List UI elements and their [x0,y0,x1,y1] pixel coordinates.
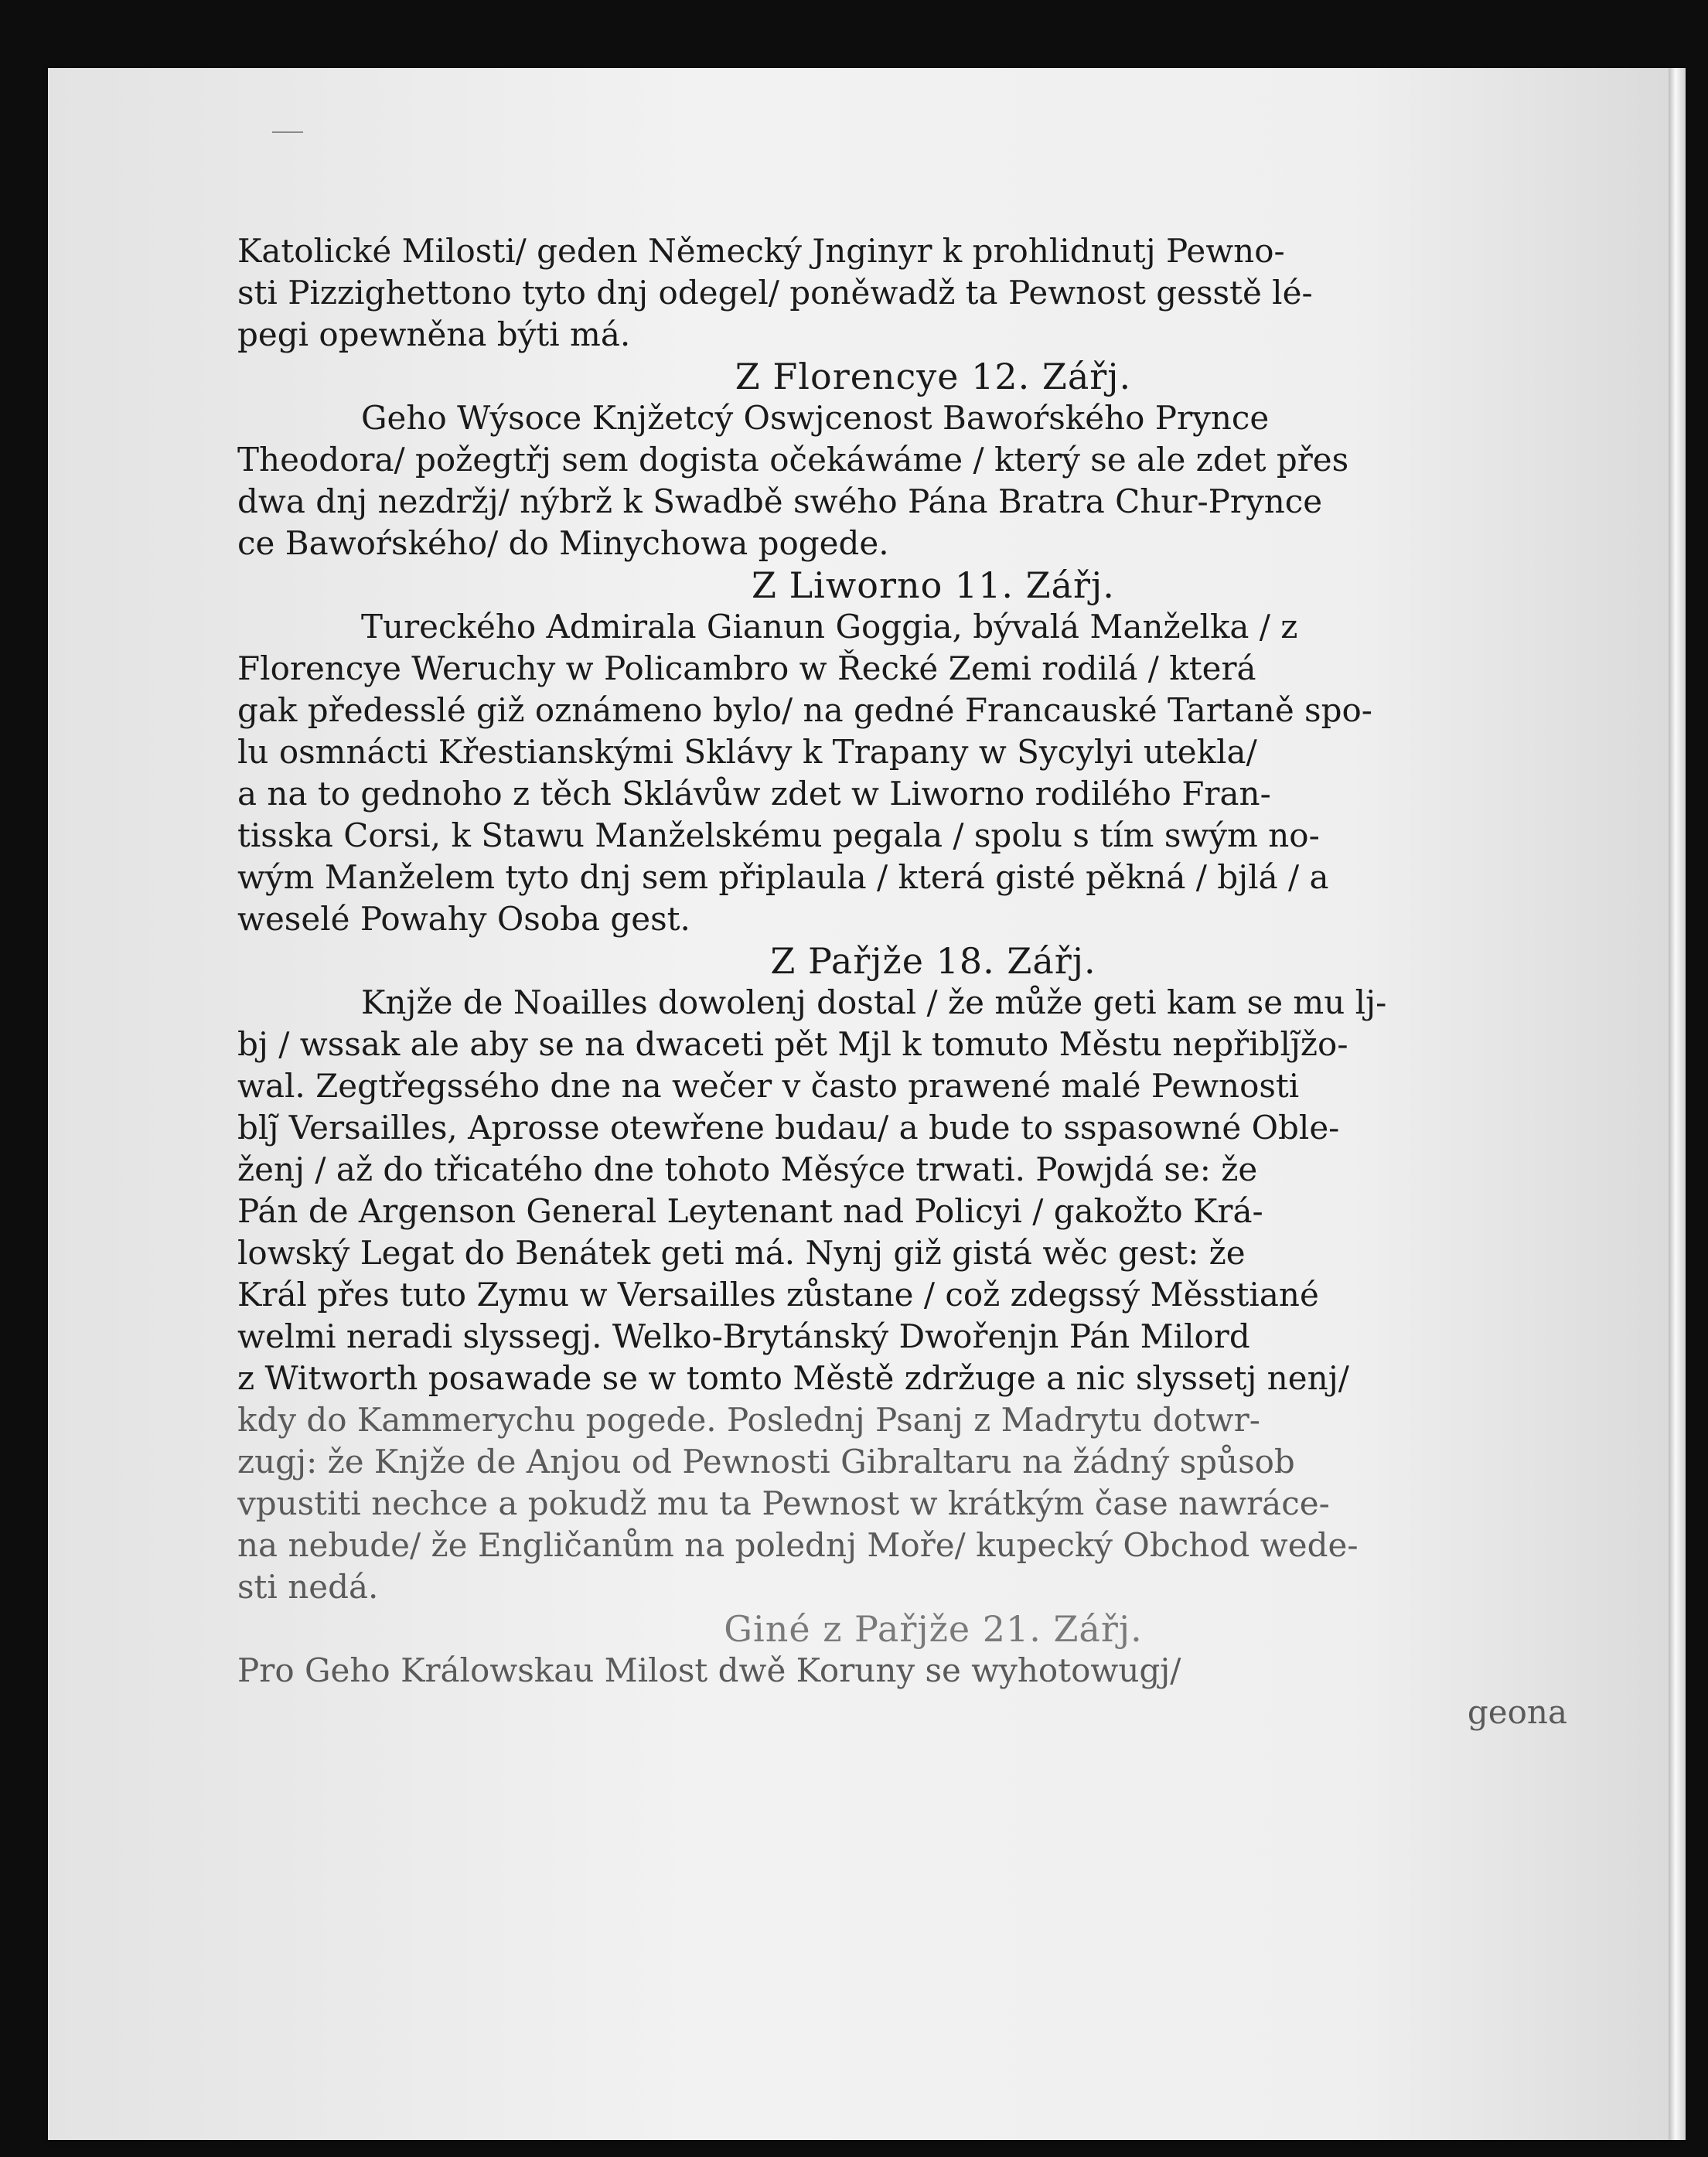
text-line: Král přes tuto Zymu w Versailles zůstane / což zdegssý Měsstiané [237,1276,1319,1314]
page-mark [272,131,303,133]
text-line: z Witworth posawade se w tomto Městě zdržuge a nic slyssetj nenj/ [237,1359,1349,1397]
text-line: Tureckého Admirala Gianun Goggia, bývalá Manželka / z [361,608,1298,646]
text-line: lu osmnácti Křestianskými Sklávy k Trapany w Sycylyi utekla/ [237,733,1257,771]
text-line: gak předesslé giž oznámeno bylo/ na gedné Francauské Tartaně spo- [237,691,1372,729]
text-line: bj / wssak ale aby se na dwaceti pět Mjl k tomuto Městu nepřiblj̃žo- [237,1025,1348,1063]
text-line: dwa dnj nezdržj/ nýbrž k Swadbě swého Pána Bratra Chur-Prynce [237,482,1323,520]
text-line: welmi neradi slyssegj. Welko-Brytánský Dwořenjn Pán Milord [237,1317,1250,1355]
text-line: vpustiti nechce a pokudž mu ta Pewnost w krátkým čase nawráce- [237,1484,1330,1522]
dateline-heading: Giné z Pařjže 21. Zářj. [724,1608,1143,1650]
text-line: Knjže de Noailles dowolenj dostal / že může geti kam se mu lj- [361,983,1387,1021]
text-line: tisska Corsi, k Stawu Manželskému pegala / spolu s tím swým no- [237,816,1320,854]
text-line: pegi opewněna býti má. [237,315,631,353]
text-line: sti nedá. [237,1568,379,1606]
dateline-heading: Z Pařjže 18. Zářj. [770,940,1096,982]
text-line: weselé Powahy Osoba gest. [237,900,690,938]
text-line: Katolické Milosti/ geden Německý Jnginyr k prohlidnutj Pewno- [237,232,1285,270]
text-line: ce Bawoŕského/ do Minychowa pogede. [237,524,889,562]
text-line: Pro Geho Králowskau Milost dwě Koruny se wyhotowugj/ [237,1651,1181,1689]
page-text [237,230,1567,1733]
text-line: a na to gednoho z těch Sklávůw zdet w Liworno rodilého Fran- [237,775,1271,813]
text-line: na nebude/ že Engličanům na polednj Moře/ kupecký Obchod wede- [237,1526,1359,1564]
book-page [48,68,1679,2140]
text-line: blj̃ Versailles, Aprosse otewřene budau/ a bude to sspasowné Oble- [237,1109,1340,1147]
text-line: lowský Legat do Benátek geti má. Nynj giž gistá wěc gest: že [237,1234,1246,1272]
text-line: wým Manželem tyto dnj sem připlaula / která gisté pěkná / bjlá / a [237,858,1329,896]
page-edge [1669,68,1686,2140]
text-line: Geho Wýsoce Knjžetcý Oswjcenost Bawoŕského Prynce [361,399,1270,437]
text-line: zugj: že Knjže de Anjou od Pewnosti Gibraltaru na žádný spůsob [237,1443,1295,1481]
text-line: ženj / až do třicatého dne tohoto Měsýce trwati. Powjdá se: že [237,1150,1258,1188]
text-line: Theodora/ požegtřj sem dogista očekáwáme / který se ale zdet přes [237,441,1349,479]
text-line: Florencye Weruchy w Policambro w Řecké Zemi rodilá / která [237,649,1256,687]
text-line: wal. Zegtřegssého dne na wečer v často prawené malé Pewnosti [237,1067,1300,1105]
dateline-heading: Z Liworno 11. Zářj. [752,564,1115,606]
text-line: kdy do Kammerychu pogede. Poslednj Psanj z Madrytu dotwr- [237,1401,1260,1439]
text-line: Pán de Argenson General Leytenant nad Policyi / gakožto Krá- [237,1192,1263,1230]
dateline-heading: Z Florencye 12. Zářj. [735,356,1132,397]
catchword: geona [1467,1693,1567,1731]
text-line: sti Pizzighettono tyto dnj odegel/ poněwadž ta Pewnost gesstě lé- [237,274,1313,312]
